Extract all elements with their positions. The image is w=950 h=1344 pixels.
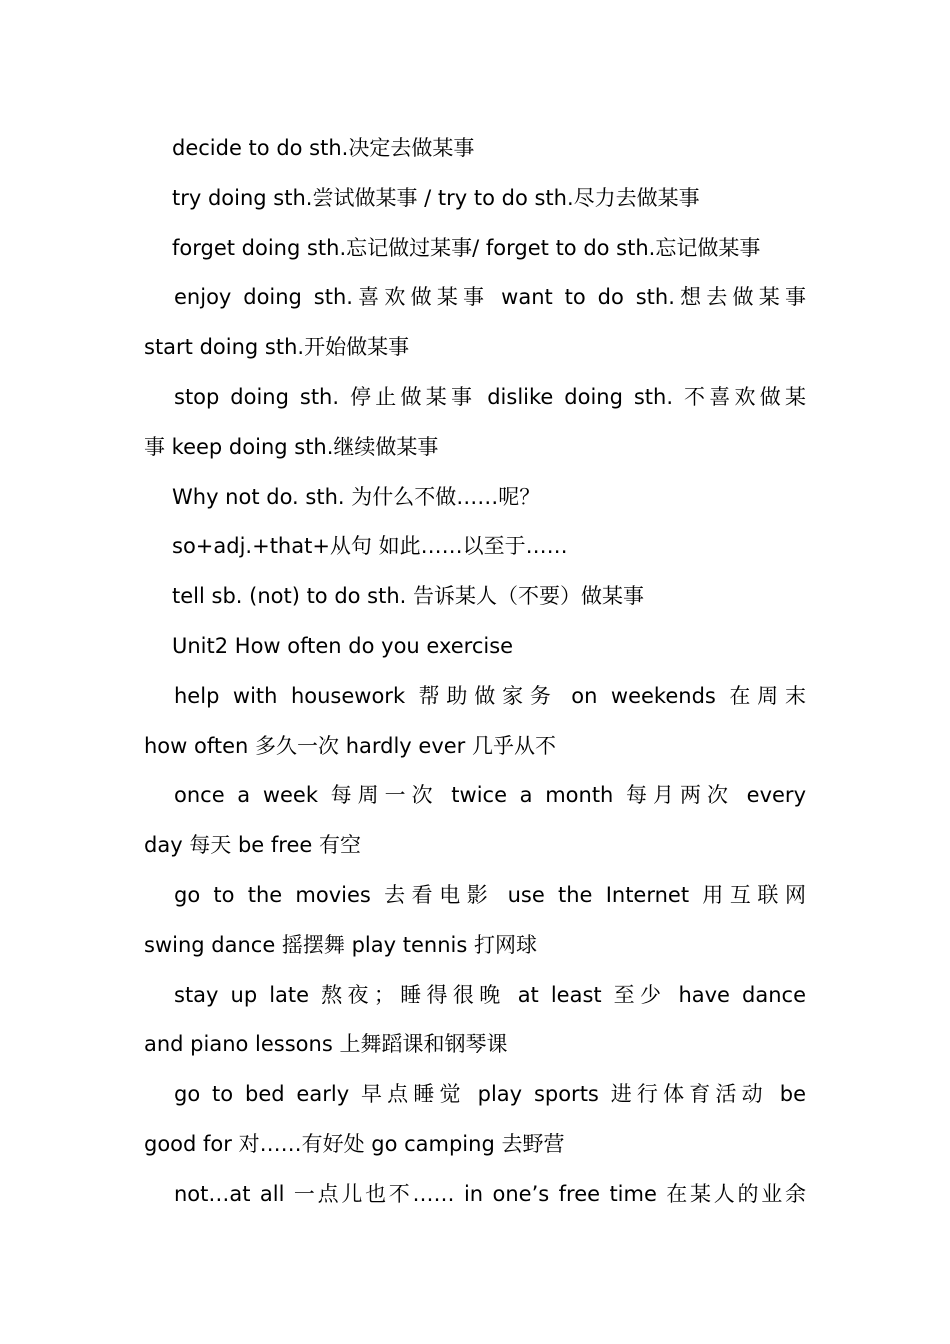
text-line: stop doing sth. 停止做某事 dislike doing sth. 不喜欢做某: [174, 384, 806, 409]
text-line: start doing sth.开始做某事: [144, 335, 410, 360]
section-heading: Unit2 How often do you exercise: [172, 633, 514, 658]
text-line: decide to do sth.决定去做某事: [172, 136, 475, 160]
text-line: tell sb. (not) to do sth. 告诉某人（不要）做某事: [172, 584, 645, 609]
text-line: stay up late 熬夜；睡得很晚 at least 至少 have dance: [174, 982, 806, 1007]
text-line: swing dance 摇摆舞 play tennis 打网球: [144, 932, 537, 957]
document-body: [144, 124, 806, 1220]
text-line: and piano lessons 上舞蹈课和钢琴课: [144, 1032, 508, 1057]
text-line: once a week 每周一次 twice a month 每月两次 every: [174, 783, 806, 808]
text-line: so+adj.+that+从句 如此……以至于……: [172, 534, 568, 559]
text-line: 事 keep doing sth.继续做某事: [144, 434, 439, 459]
text-line: help with housework 帮助做家务 on weekends 在周末: [174, 683, 806, 708]
text-line: good for 对……有好处 go camping 去野营: [144, 1131, 565, 1156]
text-line: try doing sth.尝试做某事 / try to do sth.尽力去做某事: [172, 185, 700, 210]
text-line: go to bed early 早点睡觉 play sports 进行体育活动 be: [174, 1082, 806, 1107]
text-line: enjoy doing sth.喜欢做某事 want to do sth.想去做某事: [174, 285, 806, 310]
text-line: Why not do. sth. 为什么不做……呢？: [172, 484, 541, 509]
text-line: not…at all 一点儿也不…… in one’s free time 在某人的业余: [174, 1181, 806, 1206]
text-line: go to the movies 去看电影 use the Internet 用互联网: [174, 882, 806, 907]
text-line: day 每天 be free 有空: [144, 833, 361, 858]
text-line: forget doing sth.忘记做过某事/ forget to do sth.忘记做某事: [172, 235, 761, 260]
text-line: how often 多久一次 hardly ever 几乎从不: [144, 733, 556, 758]
